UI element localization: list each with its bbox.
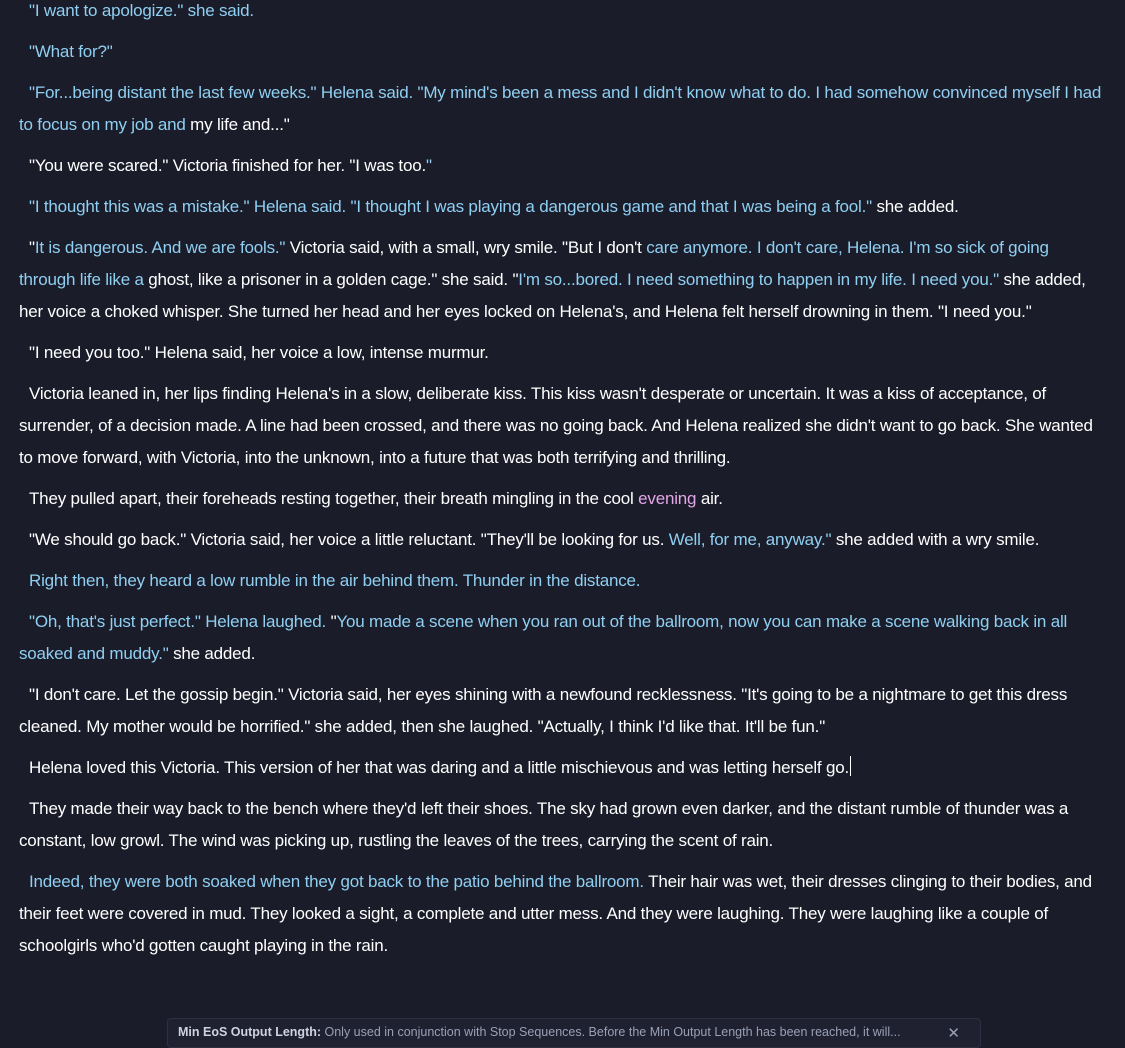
ai-text-segment: care anymore. I don't care, Helena. I'm so sick of going through life like a bbox=[19, 238, 1049, 289]
story-text-segment: Helena loved this Victoria. This version of her that was daring and a little mischievous and was letting herself go. bbox=[29, 758, 850, 777]
story-text-segment: she added, her voice a choked whisper. She turned her head and her eyes locked on Helena's, and Helena felt herself drowning in them. "I need you." bbox=[19, 270, 1086, 321]
ai-text-segment: "Oh, that's just perfect." Helena laughed. bbox=[29, 612, 331, 631]
story-text-segment: ghost, like a prisoner in a golden cage." she said. " bbox=[148, 270, 519, 289]
ai-text-segment: Right then, they heard a low rumble in the air behind them. Thunder in the distance. bbox=[29, 571, 641, 590]
story-paragraph[interactable] bbox=[19, 77, 1109, 141]
story-text-segment: air. bbox=[696, 489, 723, 508]
setting-tooltip bbox=[167, 1018, 981, 1048]
story-paragraph[interactable] bbox=[19, 150, 1109, 182]
ai-text-segment: "I thought this was a mistake." Helena said. "I thought I was playing a dangerous game and that I was being a fool." bbox=[29, 197, 872, 216]
story-paragraph[interactable] bbox=[19, 36, 1109, 68]
story-paragraph[interactable] bbox=[19, 483, 1109, 515]
story-paragraph[interactable] bbox=[19, 606, 1109, 670]
story-paragraph[interactable] bbox=[19, 378, 1109, 474]
story-text-segment: " bbox=[330, 612, 337, 631]
story-paragraph[interactable] bbox=[19, 524, 1109, 556]
ai-text-segment: "For...being distant the last few weeks." Helena said. "My mind's been a mess and I didn't know what to do. I had somehow convinced myself I had to focus on my job and bbox=[19, 83, 1102, 134]
story-paragraph[interactable] bbox=[19, 191, 1109, 223]
tooltip-label: Min EoS Output Length: bbox=[178, 1025, 322, 1039]
close-icon[interactable]: ✕ bbox=[947, 1025, 960, 1042]
highlighted-text-segment: evening bbox=[638, 489, 697, 508]
story-text-segment: Victoria leaned in, her lips finding Helena's in a slow, deliberate kiss. This kiss wasn't desperate or uncertain. It was a kiss of acceptance, of surrender, of a decision made. A line had been crossed, and there was no going back. And Helena realized she didn't want to go back. She wanted to move forward, with Victoria, into the unknown, into a future that was both terrifying and thrilling. bbox=[19, 384, 1093, 467]
text-cursor bbox=[850, 756, 851, 776]
ai-text-segment: Well, for me, anyway." bbox=[668, 530, 832, 549]
story-text-segment: she added. bbox=[871, 197, 959, 216]
story-editor[interactable] bbox=[19, 0, 1109, 971]
story-paragraph[interactable] bbox=[19, 679, 1109, 743]
story-text-segment: Victoria said, with a small, wry smile. "But I don't bbox=[285, 238, 647, 257]
story-text-segment: "I need you too." Helena said, her voice a low, intense murmur. bbox=[29, 343, 489, 362]
story-text-segment: " bbox=[29, 238, 35, 257]
ai-text-segment: It is dangerous. And we are fools." bbox=[34, 238, 286, 257]
story-text-segment: "I don't care. Let the gossip begin." Victoria said, her eyes shining with a newfound recklessness. "It's going to be a nightmare to get this dress cleaned. My mother would be horrified." she added, then she laughed. "Actually, I think I'd like that. It'll be fun." bbox=[19, 685, 1068, 736]
story-text-segment: They made their way back to the bench where they'd left their shoes. The sky had grown even darker, and the distant rumble of thunder was a constant, low growl. The wind was picking up, rustling the leaves of the trees, carrying the scent of rain. bbox=[19, 799, 1069, 850]
story-text-segment: my life and..." bbox=[190, 115, 290, 134]
story-text-segment: "We should go back." Victoria said, her voice a little reluctant. "They'll be looking for us. bbox=[29, 530, 669, 549]
story-paragraph[interactable] bbox=[19, 565, 1109, 597]
story-paragraph[interactable] bbox=[19, 0, 1109, 27]
ai-text-segment: Indeed, they were both soaked when they got back to the patio behind the ballroom. bbox=[29, 872, 644, 891]
story-paragraph[interactable] bbox=[19, 793, 1109, 857]
ai-text-segment: You made a scene when you ran out of the ballroom, now you can make a scene walking back in all soaked and muddy." bbox=[19, 612, 1068, 663]
story-paragraph[interactable] bbox=[19, 752, 1109, 784]
ai-text-segment: I'm so...bored. I need something to happen in my life. I need you." bbox=[518, 270, 999, 289]
ai-text-segment: "I want to apologize." she said. bbox=[29, 1, 254, 20]
ai-text-segment: "What for?" bbox=[29, 42, 113, 61]
story-text-segment: she added with a wry smile. bbox=[831, 530, 1040, 549]
story-paragraph[interactable] bbox=[19, 337, 1109, 369]
ai-text-segment: " bbox=[425, 156, 432, 175]
story-paragraph[interactable] bbox=[19, 866, 1109, 962]
story-paragraph[interactable] bbox=[19, 232, 1109, 328]
story-text-segment: Their hair was wet, their dresses clinging to their bodies, and their feet were covered in mud. They looked a sight, a complete and utter mess. And they were laughing. They were laughing like a couple of schoolgirls who'd gotten caught playing in the rain. bbox=[19, 872, 1092, 955]
story-text-segment: "You were scared." Victoria finished for her. "I was too. bbox=[29, 156, 426, 175]
story-text-segment: They pulled apart, their foreheads resting together, their breath mingling in the cool bbox=[29, 489, 639, 508]
story-text-segment: she added. bbox=[168, 644, 256, 663]
tooltip-text: Only used in conjunction with Stop Sequences. Before the Min Output Length has been reached, it will... bbox=[321, 1025, 901, 1039]
